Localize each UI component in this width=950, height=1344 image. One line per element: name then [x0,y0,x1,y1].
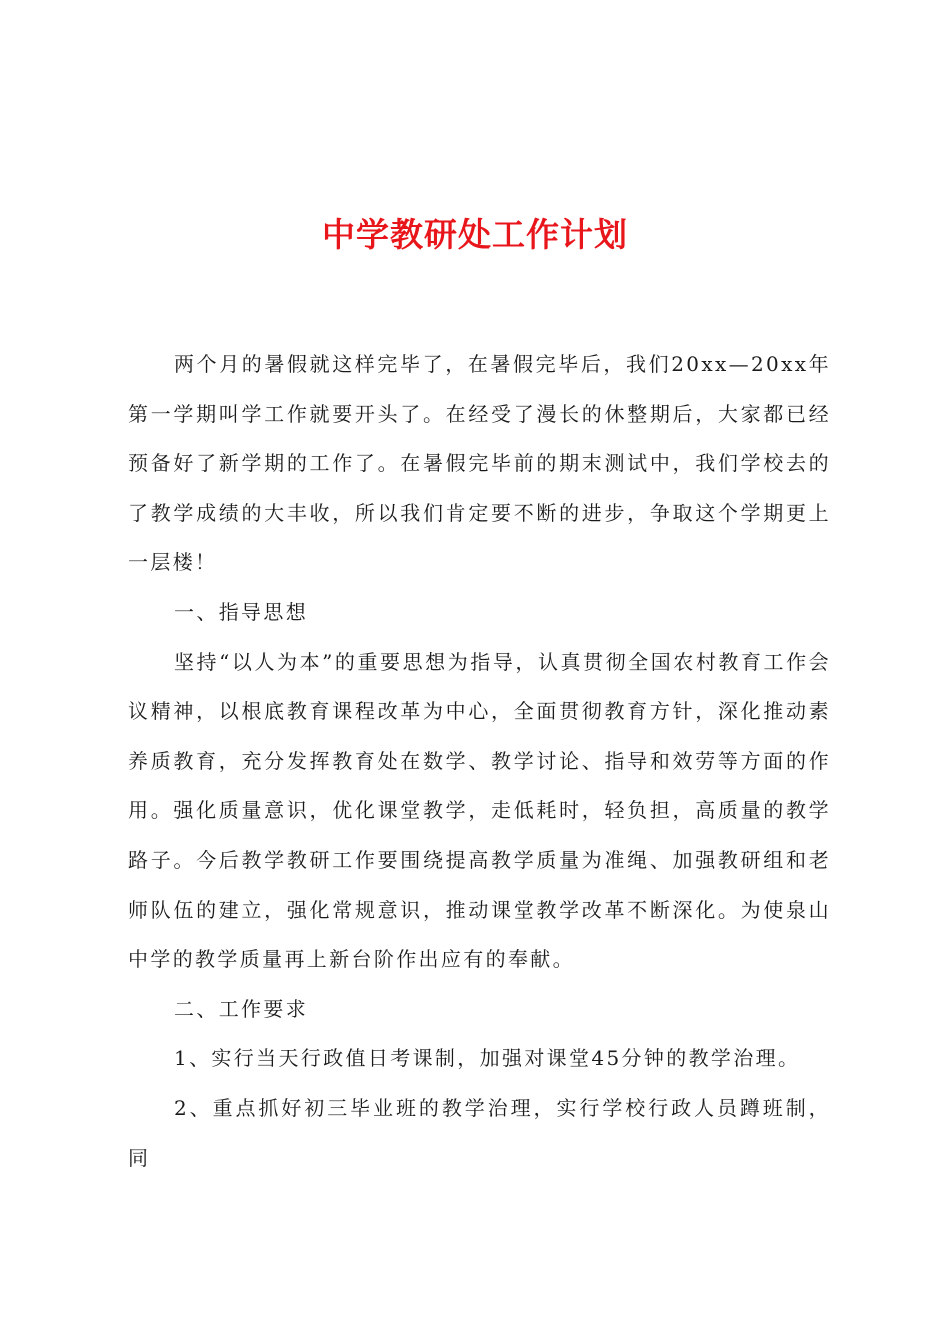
guiding-principles-paragraph: 坚持“以人为本”的重要思想为指导，认真贯彻全国农村教育工作会议精神，以根底教育课程改革为中心，全面贯彻教育方针，深化推动素养质教育，充分发挥教育处在数学、教学讨论、指导和效劳等方面的作用。强化质量意识，优化课堂教学，走低耗时，轻负担，高质量的教学路子。今后教学教研工作要围绕提高教学质量为准绳、加强教研组和老师队伍的建立，强化常规意识，推动课堂教学改革不断深化。为使泉山中学的教学质量再上新台阶作出应有的奉献。 [128,649,831,972]
requirement-item-2: 2、重点抓好初三毕业班的教学治理，实行学校行政人员蹲班制，同 [128,1095,831,1170]
requirement-item-1: 1、实行当天行政值日考课制，加强对课堂45分钟的教学治理。 [174,1046,801,1071]
document-title: 中学教研处工作计划 [322,215,628,254]
document-body [128,340,831,1183]
intro-paragraph: 两个月的暑假就这样完毕了，在暑假完毕后，我们20xx—20xx年第一学期叫学工作就要开头了。在经受了漫长的休整期后，大家都已经预备好了新学期的工作了。在暑假完毕前的期末测试中，我们学校去的了教学成绩的大丰收，所以我们肯定要不断的进步，争取这个学期更上一层楼！ [128,352,831,575]
section-heading-work-requirements: 二、工作要求 [174,996,309,1021]
section-heading-guiding-principles: 一、指导思想 [174,599,309,624]
